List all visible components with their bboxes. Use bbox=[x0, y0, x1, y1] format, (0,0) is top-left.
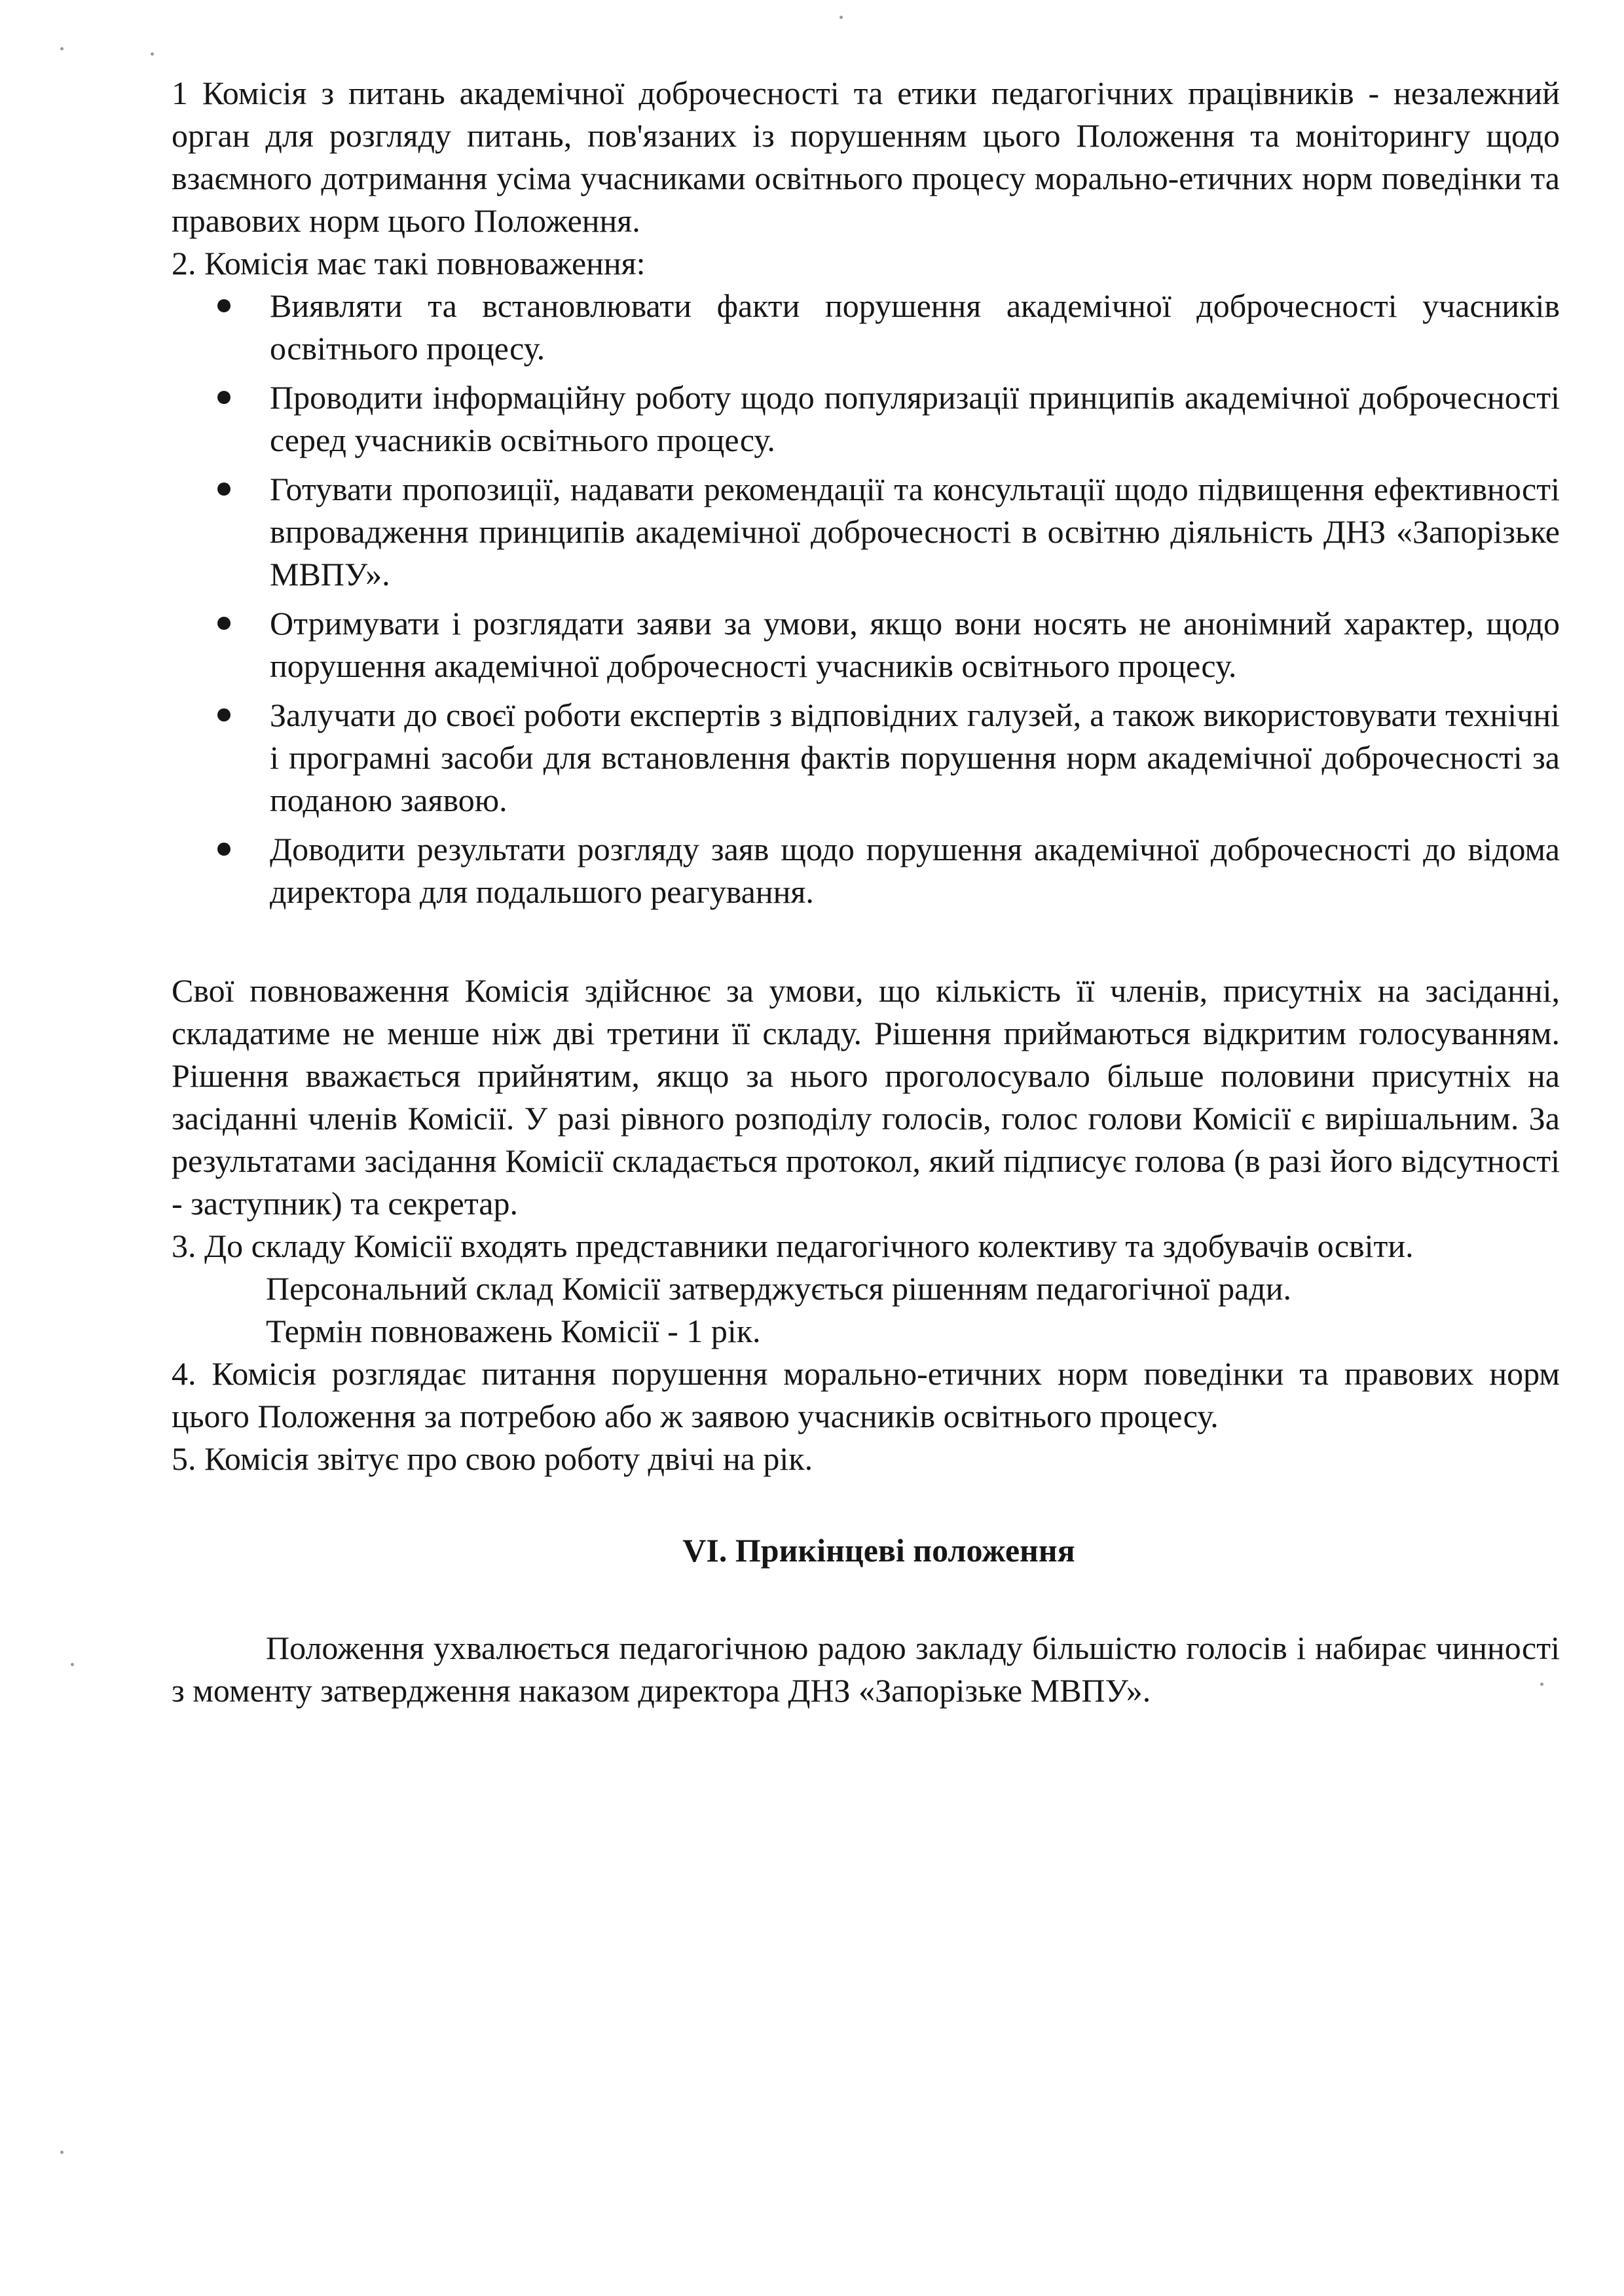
scan-speck bbox=[840, 16, 843, 19]
spacer bbox=[172, 920, 1560, 970]
paragraph-commission-definition: 1 Комісія з питань академічної доброчесності та етики педагогічних працівників - незалежний орган для розгляду питань, пов'язаних із порушенням цього Положення та моніторингу щодо взаємного дотримання усіма учасниками освітнього процесу морально-етичних норм поведінки та правових норм цього Положення. bbox=[172, 75, 1560, 239]
list-item-text: Доводити результати розгляду заяв щодо порушення академічної доброчесності до відома директора для подальшого реагування. bbox=[270, 831, 1560, 910]
scan-speck bbox=[71, 1663, 74, 1666]
list-item-text: Отримувати і розглядати заяви за умови, якщо вони носять не анонімний характер, щодо порушення академічної доброчесності учасників освітнього процесу. bbox=[270, 605, 1560, 684]
bullet-icon bbox=[217, 391, 231, 404]
list-item bbox=[172, 285, 1560, 370]
paragraph-personal-composition: Персональний склад Комісії затверджується рішенням педагогічної ради. bbox=[266, 1270, 1292, 1307]
bullet-icon bbox=[217, 299, 231, 312]
paragraph-review-issues: 4. Комісія розглядає питання порушення морально-етичних норм поведінки та правових норм цього Положення за потребою або ж заявою учасників освітнього процесу. bbox=[172, 1355, 1560, 1434]
section-heading: VI. Прикінцеві положення bbox=[682, 1532, 1075, 1569]
paragraph-quorum-rules: Свої повноваження Комісія здійснює за умови, що кількість її членів, присутніх на засіданні, складатиме не менше ніж дві третини її складу. Рішення приймаються відкритим голосуванням. Рішення вважається прийнятим, якщо за нього проголосувало більше половини присутніх на засіданні членів Комісії. У разі рівного розподілу голосів, голос голови Комісії є вирішальним. За результатами засідання Комісії складається протокол, який підписує голова (в разі його відсутності - заступник) та секретар. bbox=[172, 972, 1560, 1222]
bullet-icon bbox=[217, 843, 231, 856]
spacer bbox=[172, 1480, 1560, 1529]
paragraph-composition: 3. До складу Комісії входять представники педагогічного колективу та здобувачів освіти. bbox=[172, 1228, 1414, 1264]
list-item bbox=[172, 828, 1560, 913]
scan-speck bbox=[60, 2151, 64, 2154]
list-item-text: Проводити інформаційну роботу щодо популяризації принципів академічної доброчесності серед учасників освітнього процесу. bbox=[270, 379, 1560, 458]
document-body bbox=[172, 72, 1560, 1712]
bullet-icon bbox=[217, 483, 231, 496]
paragraph-term: Термін повноважень Комісії - 1 рік. bbox=[266, 1313, 761, 1349]
list-item bbox=[172, 694, 1560, 822]
paragraph-reporting: 5. Комісія звітує про свою роботу двічі на рік. bbox=[172, 1440, 813, 1477]
list-item bbox=[172, 376, 1560, 462]
list-item bbox=[172, 468, 1560, 596]
list-item bbox=[172, 602, 1560, 687]
scan-speck bbox=[151, 52, 154, 56]
powers-list bbox=[172, 285, 1560, 913]
list-item-text: Залучати до своєї роботи експертів з відповідних галузей, а також використовувати технічні і програмні засоби для встановлення фактів порушення норм академічної доброчесності за поданою заявою. bbox=[270, 697, 1560, 818]
list-item-text: Виявляти та встановлювати факти порушення академічної доброчесності учасників освітнього процесу. bbox=[270, 287, 1560, 367]
spacer bbox=[172, 1572, 1560, 1627]
paragraph-commission-powers-intro: 2. Комісія має такі повноваження: bbox=[172, 245, 646, 282]
bullet-icon bbox=[217, 708, 231, 721]
bullet-icon bbox=[217, 617, 231, 630]
list-item-text: Готувати пропозиції, надавати рекомендації та консультації щодо підвищення ефективності впровадження принципів академічної доброчесності в освітню діяльність ДНЗ «Запорізьке МВПУ». bbox=[270, 471, 1560, 592]
paragraph-final-provisions: Положення ухвалюється педагогічною радою закладу більшістю голосів і набирає чинності з моменту затвердження наказом директора ДНЗ «Запорізьке МВПУ». bbox=[172, 1630, 1560, 1709]
scan-speck bbox=[60, 47, 64, 50]
